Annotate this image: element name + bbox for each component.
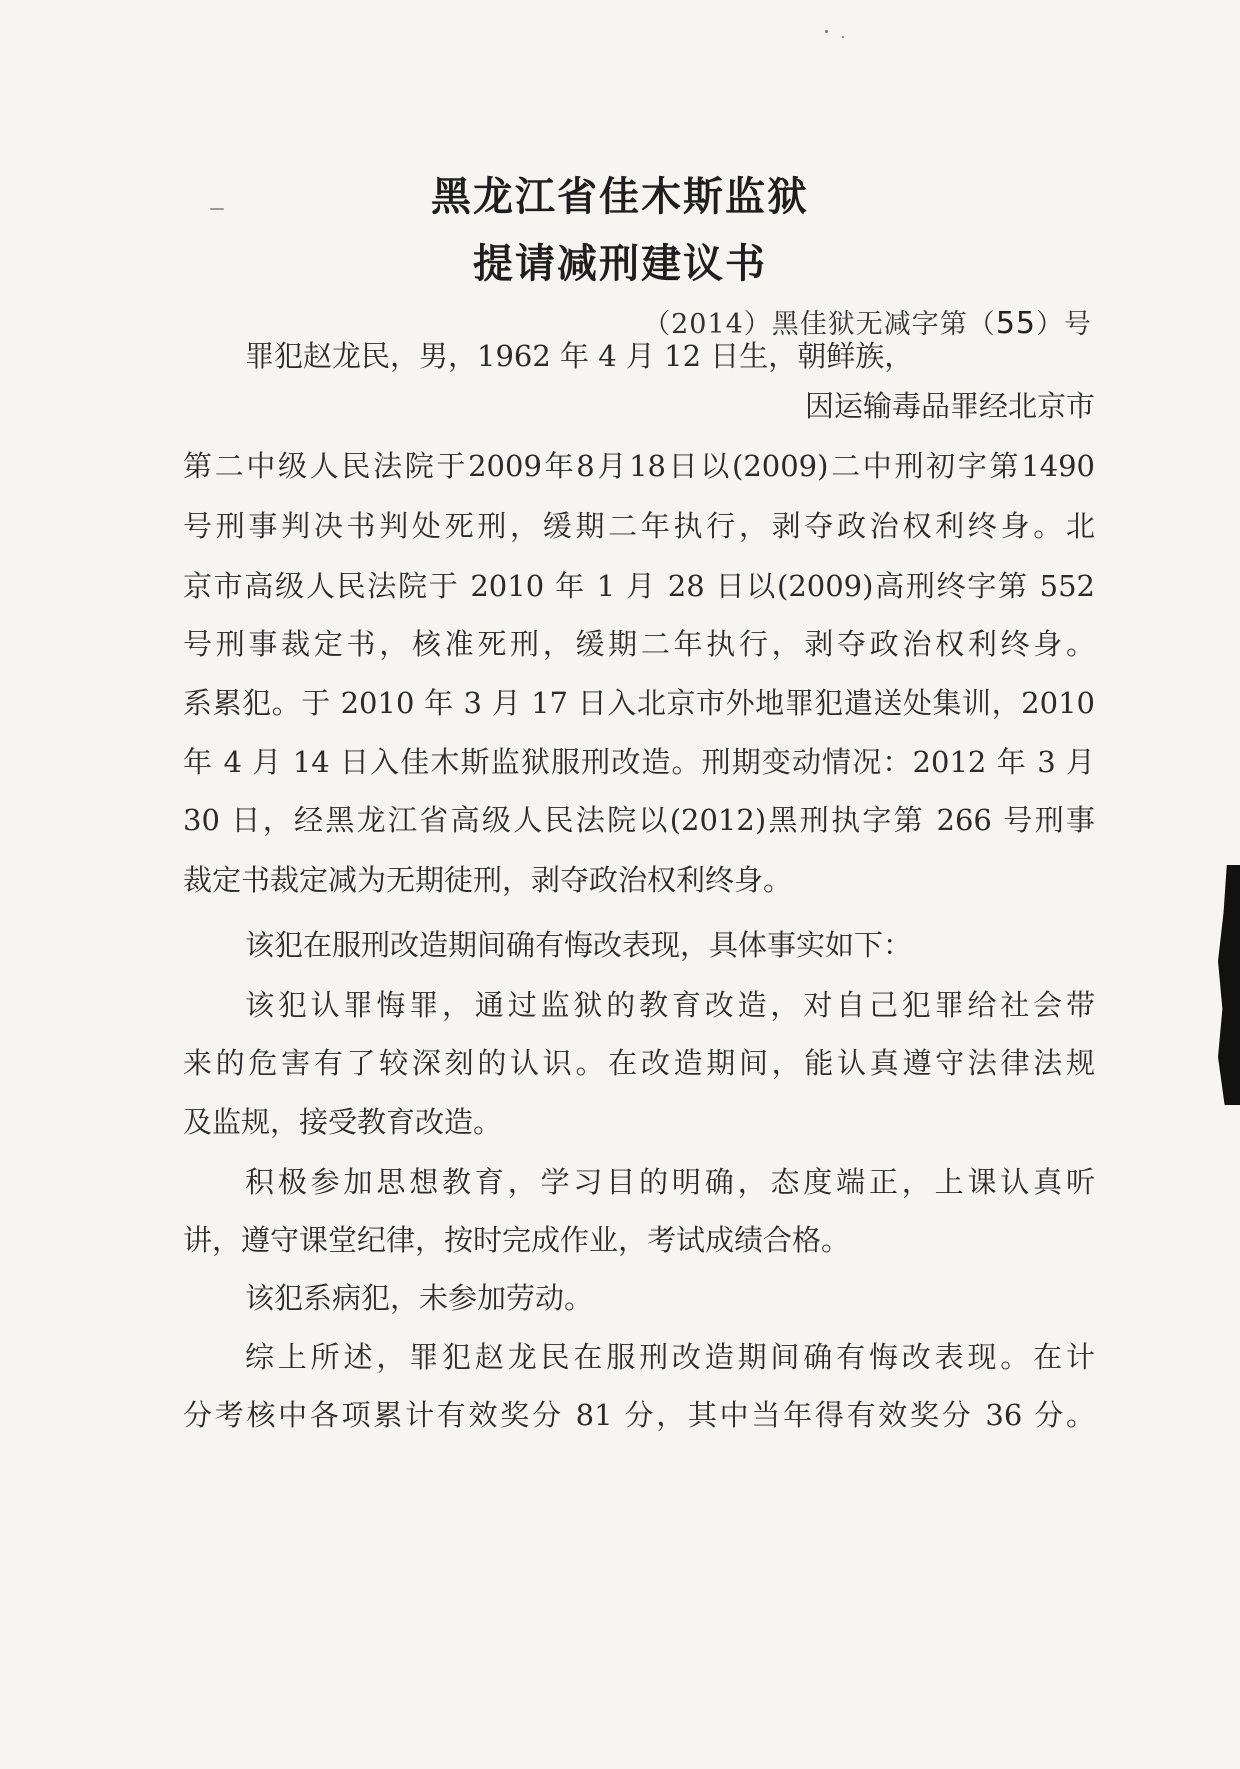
- body-line: 第二中级人民法院于2009年8月18日以(2009)二中刑初字第1490: [183, 449, 1095, 483]
- scan-speck: [210, 208, 224, 210]
- scan-speck: [842, 36, 844, 38]
- document-title-institution: 黑龙江省佳木斯监狱: [431, 174, 809, 220]
- body-line: 该犯系病犯，未参加劳动。: [245, 1281, 594, 1315]
- body-line: 该犯在服刑改造期间确有悔改表现，具体事实如下：: [245, 928, 913, 962]
- scan-edge-mark: [1218, 865, 1240, 1105]
- document-number-suffix: ）号: [1036, 309, 1092, 340]
- body-line: 该犯认罪悔罪，通过监狱的教育改造，对自己犯罪给社会带: [245, 988, 1095, 1022]
- document-number-value: 55: [995, 306, 1036, 341]
- body-line: 京市高级人民法院于 2010 年 1 月 28 日以(2009)高刑终字第 552: [183, 569, 1095, 603]
- body-line: 裁定书裁定减为无期徒刑，剥夺政治权利终身。: [183, 863, 793, 897]
- body-line: 30 日，经黑龙江省高级人民法院以(2012)黑刑执字第 266 号刑事: [183, 803, 1095, 837]
- body-line: 综上所述，罪犯赵龙民在服刑改造期间确有悔改表现。在计: [245, 1340, 1095, 1374]
- body-line: 号刑事判决书判处死刑，缓期二年执行，剥夺政治权利终身。北: [183, 509, 1095, 543]
- body-line: 分考核中各项累计有效奖分 81 分，其中当年得有效奖分 36 分。: [183, 1398, 1095, 1432]
- body-line: 罪犯赵龙民，男，1962 年 4 月 12 日生，朝鲜族，: [245, 339, 914, 373]
- body-line: 积极参加思想教育，学习目的明确，态度端正，上课认真听: [245, 1165, 1095, 1199]
- document-title-type: 提请减刑建议书: [473, 241, 767, 287]
- body-line: 来的危害有了较深刻的认识。在改造期间，能认真遵守法律法规: [183, 1046, 1095, 1080]
- body-line: 及监规，接受教育改造。: [183, 1105, 503, 1139]
- body-line: 系累犯。于 2010 年 3 月 17 日入北京市外地罪犯遣送处集训，2010: [183, 686, 1095, 720]
- body-line: 年 4 月 14 日入佳木斯监狱服刑改造。刑期变动情况：2012 年 3 月: [183, 745, 1095, 779]
- body-line: 讲，遵守课堂纪律，按时完成作业，考试成绩合格。: [183, 1223, 851, 1257]
- document-number-prefix: （2014）黑佳狱无减字第（: [643, 309, 996, 340]
- body-line: 因运输毒品罪经北京市: [804, 389, 1095, 423]
- body-line: 号刑事裁定书，核准死刑，缓期二年执行，剥夺政治权利终身。: [183, 627, 1095, 661]
- scan-speck: [825, 30, 828, 33]
